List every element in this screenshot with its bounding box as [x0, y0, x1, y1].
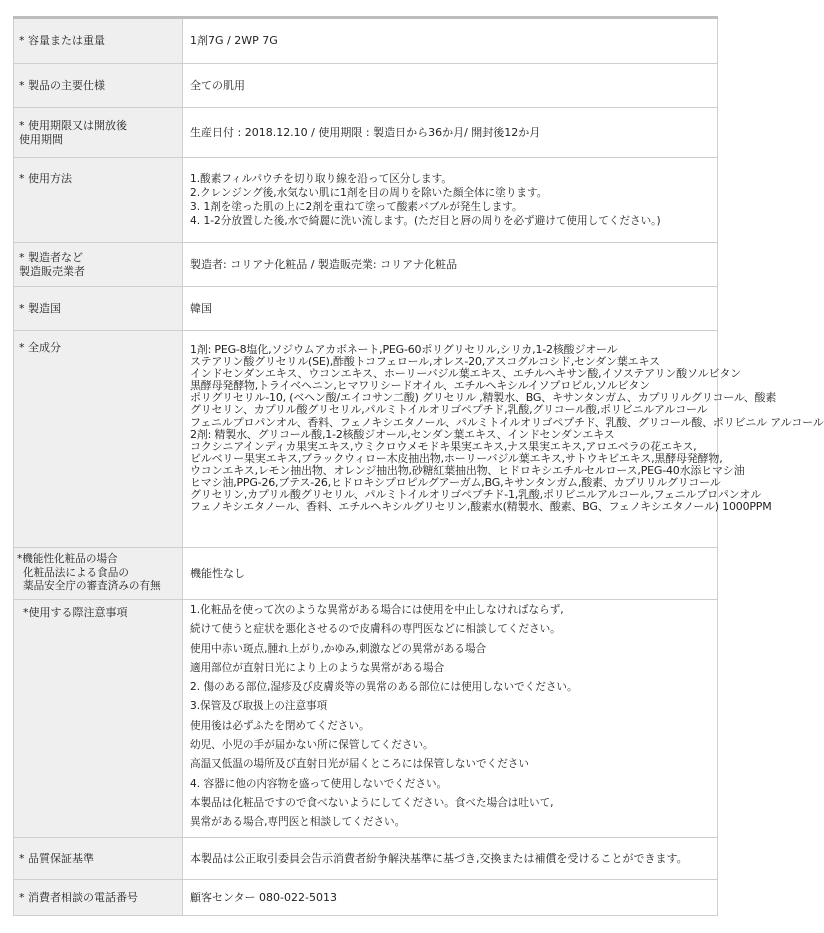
functional-label-line3: 薬品安全庁の審査済みの有無 — [23, 580, 161, 593]
ingredient-line: 2剤: 精製水、グリコール酸,1-2核酸ジオール,センダン葉エキス、インドセンダンエキス — [190, 427, 615, 441]
ingredient-line: ステアリン酸グリセリル(SE),酢酸トコフェロール,オレス-20,アスコグルコシド,センダン葉エキス — [190, 355, 660, 369]
expiry-label — [14, 108, 183, 158]
product-info-sheet — [13, 16, 824, 916]
ingredient-line: 1剤: PEG-8塩化,ソジウムアカボネート,PEG-60ポリグリセリル,シリカ,1-2核酸ジオール — [190, 343, 618, 356]
usage-line: 3. 1剤を塗った肌の上に2剤を重ねて塗って酸素バブルが発生します。 — [190, 201, 523, 213]
usage-line: 1.酸素フィルパウチを切り取り線を沿って区分します。 — [190, 172, 452, 185]
expiry-label-line1: * 使用期限又は開放後 — [19, 118, 127, 132]
functional-value: 機能性なし — [183, 548, 718, 600]
phone-label: * 消費者相談の電話番号 — [14, 880, 183, 916]
ingredient-line: インドセンダンエキス、ウコンエキス、ホーリーバジル葉エキス、エチルヘキサン酸,イソステアリン酸ソルビタン — [190, 367, 741, 381]
row-caution — [14, 600, 718, 838]
ingredient-line: 黒酵母発酵物,トライベヘニン,ヒマワリシードオイル、エチルヘキシルイソプロピル,ソルビタン — [190, 379, 650, 393]
maker-label — [14, 243, 183, 287]
caution-line: 使用後は必ずふたを閉めてください。 — [190, 719, 370, 732]
country-value: 韓国 — [183, 287, 718, 331]
row-phone — [14, 880, 718, 916]
ingredient-line: グリセリン、カプリル酸グリセリル,パルミトイルオリゴペプチド,乳酸,グリコール酸,ポリビニルアルコール — [190, 403, 708, 417]
caution-line: 3.保管及び取扱上の注意事項 — [190, 700, 328, 713]
quality-label: * 品質保証基準 — [14, 838, 183, 880]
quality-value: 本製品は公正取引委員会告示消費者紛争解決基準に基づき,交換または補償を受けることができます。 — [183, 838, 718, 880]
ingredient-line: フェニルプロパンオル、香料、フェノキシエタノール、パルミトイルオリゴペプチド、乳酸、グリコール酸、ポリビニル アルコール — [190, 415, 824, 429]
maker-label-line2: 製造販売業者 — [19, 264, 85, 278]
row-capacity — [14, 18, 718, 64]
capacity-value: 1剤7G / 2WP 7G — [183, 18, 718, 64]
row-functional — [14, 548, 718, 600]
caution-line: 1.化粧品を使って次のような異常がある場合には使用を中止しなければならず, — [190, 604, 564, 616]
spec-value: 全ての肌用 — [183, 64, 718, 108]
row-spec — [14, 64, 718, 108]
row-quality — [14, 838, 718, 880]
product-info-table — [13, 16, 824, 916]
functional-label — [14, 548, 183, 600]
expiry-value: 生産日付 : 2018.12.10 / 使用期限 : 製造日から36か月/ 開封後12か月 — [183, 108, 718, 158]
usage-line: 2.クレンジング後,水気ない肌に1剤を目の周りを除いた顔全体に塗ります。 — [190, 186, 548, 199]
phone-value: 顧客センター 080-022-5013 — [183, 880, 718, 916]
country-label: * 製造国 — [14, 287, 183, 331]
caution-value — [183, 600, 718, 838]
ingredient-line: ウコンエキス,レモン抽出物、オレンジ抽出物,砂糖紅葉抽出物、ヒドロキシエチルセルロース,PEG-40水添ヒマシ油 — [190, 463, 745, 477]
caution-line: 4. 容器に他の内容物を盛って使用しないでください。 — [190, 777, 448, 790]
spec-label: * 製品の主要仕様 — [14, 64, 183, 108]
caution-line: 異常がある場合,専門医と相談してください。 — [190, 816, 406, 829]
usage-line: 4. 1-2分放置した後,水で綺麗に洗い流します。(ただ目と唇の周りを必ず避けて使用してください。) — [190, 215, 661, 228]
row-maker — [14, 243, 718, 287]
caution-line: 続けて使うと症状を悪化させるので皮膚科の専門医などに相談してください。 — [190, 623, 561, 636]
capacity-label: * 容量または重量 — [14, 18, 183, 64]
maker-value: 製造者: コリアナ化粧品 / 製造販売業: コリアナ化粧品 — [183, 243, 718, 287]
caution-line: 適用部位が直射日光により上のような異常がある場合 — [190, 661, 445, 674]
ingredient-line: ビルベリー果実エキス,ブラックウィロー木皮抽出物,ホーリーバジル葉エキス,サトウキビエキス,黒酵母発酵物, — [190, 451, 723, 465]
caution-line: 高温又低温の場所及び直射日光が届くところには保管しないでください — [190, 758, 529, 771]
usage-value — [183, 158, 718, 243]
functional-label-line2: 化粧品法による食品の — [23, 566, 129, 579]
ingredient-line: グリセリン,カプリル酸グリセリル、パルミトイルオリゴペプチド-1,乳酸,ポリビニルアルコール,フェニルプロパンオル — [190, 488, 762, 502]
ingredients-value — [183, 331, 824, 548]
caution-line: 使用中赤い斑点,腫れ上がり,かゆみ,刺激などの異常がある場合 — [190, 642, 487, 655]
ingredient-line: コクシニアインディカ果実エキス,ウミクロウメモドキ果実エキス,ナス果実エキス,アロエベラの花エキス, — [190, 439, 697, 453]
functional-label-line1: *機能性化粧品の場合 — [17, 553, 118, 566]
maker-label-line1: * 製造者など — [19, 250, 83, 264]
row-usage — [14, 158, 718, 243]
ingredient-line: ヒマシ油,PPG-26,ブテス-26,ヒドロキシプロピルグアーガム,BG,キサンタンガム,酸素、カプリリルグリコール — [190, 476, 721, 490]
caution-line: 本製品は化粧品ですので食べないようにしてください。食べた場合は吐いて, — [190, 796, 554, 809]
ingredient-line: フェノキシエタノール、香料、エチルヘキシルグリセリン,酸素水(精製水、酸素、BG、フェノキシエタノール) 1000PPM — [190, 500, 772, 514]
ingredients-label: * 全成分 — [14, 331, 183, 548]
caution-line: 幼児、小児の手が届かない所に保管してください。 — [190, 739, 434, 752]
expiry-label-line2: 使用期間 — [19, 132, 63, 146]
row-country — [14, 287, 718, 331]
row-expiry — [14, 108, 718, 158]
caution-label: *使用する際注意事項 — [14, 600, 183, 838]
row-ingredients — [14, 331, 718, 548]
ingredient-line: ポリグリセリル-10, (ベヘン酸/エイコサン二酸) グリセリル ,精製水、BG、キサンタンガム、カプリリルグリコール、酸素 — [190, 391, 777, 405]
usage-label: * 使用方法 — [14, 158, 183, 243]
caution-line: 2. 傷のある部位,湿疹及び皮膚炎等の異常のある部位には使用しないでください。 — [190, 681, 578, 694]
